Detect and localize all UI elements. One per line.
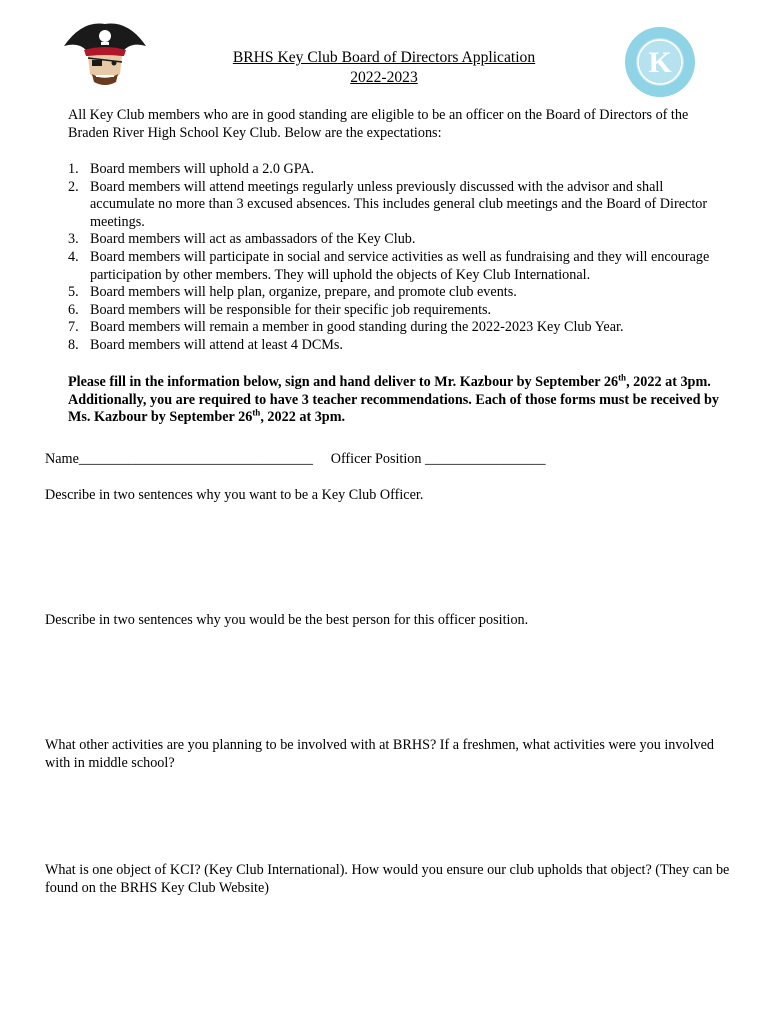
expectation-item — [68, 284, 728, 302]
name-field[interactable]: Name_________________________________ — [45, 451, 313, 467]
question-1: Describe in two sentences why you want to be a Key Club Officer. — [45, 487, 424, 503]
expectation-text: Board members will remain a member in good standing during the 2022-2023 Key Club Year. — [90, 319, 624, 336]
expectation-number: 2. — [68, 178, 79, 195]
expectation-item — [68, 249, 728, 284]
expectations-list — [68, 161, 728, 355]
expectation-number: 5. — [68, 284, 79, 301]
expectation-item — [68, 161, 728, 179]
expectation-number: 7. — [68, 319, 79, 336]
question-2: Describe in two sentences why you would be the best person for this officer position. — [45, 612, 529, 628]
expectation-text: Board members will help plan, organize, prepare, and promote club events. — [90, 284, 517, 301]
document-title — [0, 48, 768, 88]
question-3: What other activities are you planning to be involved with at BRHS? If a freshmen, what activities were you involved with in middle school? — [45, 737, 714, 771]
expectation-number: 3. — [68, 231, 79, 248]
question-4: What is one object of KCI? (Key Club International). How would you ensure our club upholds that object? (They can be found on the BRHS Key Club Website) — [45, 862, 730, 896]
expectation-text: Board members will participate in social and service activities as well as fundraising and they will encourage participation by other members. They will uphold the objects of Key Club International. — [90, 248, 710, 283]
expectation-text: Board members will be responsible for their specific job requirements. — [90, 301, 492, 318]
expectation-text: Board members will attend at least 4 DCMs. — [90, 336, 343, 353]
expectation-text: Board members will uphold a 2.0 GPA. — [90, 161, 315, 177]
expectation-text: Board members will act as ambassadors of the Key Club. — [90, 231, 416, 248]
expectation-number: 8. — [68, 336, 79, 353]
name-position-row — [45, 451, 745, 469]
expectation-number: 4. — [68, 248, 79, 265]
instructions-paragraph: Please fill in the information below, sign and hand deliver to Mr. Kazbour by September 26th, 2022 at 3pm. Additionally, you are required to have 3 teacher recommendations. Each of those forms must be received by Ms. Kazbour by September 26th, 2022 at 3pm. — [68, 372, 720, 426]
expectation-item — [68, 179, 728, 232]
expectation-item — [68, 319, 728, 337]
expectation-item — [68, 302, 728, 320]
expectation-number: 6. — [68, 301, 79, 318]
expectation-item — [68, 231, 728, 249]
intro-paragraph: All Key Club members who are in good standing are eligible to be an officer on the Board of Directors of the Braden River High School Key Club. Below are the expectations: — [68, 107, 689, 141]
expectation-item — [68, 337, 728, 355]
expectation-text: Board members will attend meetings regularly unless previously discussed with the advisor and shall accumulate no more than 3 excused absences. This includes general club meetings and the Board of Director meetings. — [90, 178, 708, 230]
expectation-number: 1. — [68, 161, 79, 177]
svg-text:K: K — [648, 46, 672, 79]
officer-position-field[interactable]: Officer Position _________________ — [330, 451, 546, 467]
title-line-1: BRHS Key Club Board of Directors Application — [232, 49, 536, 66]
title-line-2: 2022-2023 — [350, 69, 418, 86]
